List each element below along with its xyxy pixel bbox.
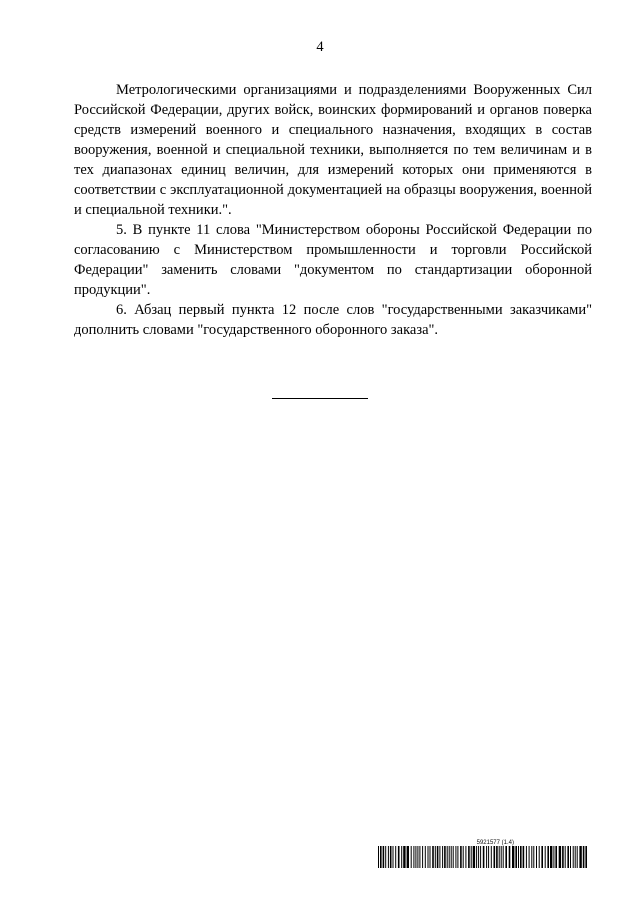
end-separator-line	[272, 398, 368, 399]
barcode-bar	[575, 846, 576, 868]
barcode-bar	[570, 846, 571, 868]
barcode-bar	[491, 846, 492, 868]
barcode-bar	[439, 846, 440, 868]
barcode-bar	[501, 846, 502, 868]
barcode-bar	[425, 846, 426, 868]
barcode-bar	[411, 846, 412, 868]
barcode-bar	[526, 846, 527, 868]
barcode-bar	[541, 846, 543, 868]
barcode-bar	[562, 846, 564, 868]
barcode-bar	[395, 846, 396, 868]
barcode-bar	[401, 846, 402, 868]
paragraph-item-6: 6. Абзац первый пункта 12 после слов "государственными заказчиками" дополнить словами "государственного оборонного заказа".	[74, 302, 592, 338]
barcode-bar	[503, 846, 504, 868]
barcode-bar	[515, 846, 517, 868]
barcode-icon	[378, 846, 588, 868]
barcode-bar	[407, 846, 409, 868]
barcode-bar	[417, 846, 418, 868]
barcode-bar	[547, 846, 549, 868]
barcode-bar	[579, 846, 581, 868]
barcode-bar	[518, 846, 519, 868]
barcode-bar	[460, 846, 462, 868]
barcode-bar	[390, 846, 392, 868]
barcode-bar	[545, 846, 546, 868]
barcode-bar	[413, 846, 414, 868]
barcode-bar	[447, 846, 448, 868]
barcode-bar	[388, 846, 389, 868]
barcode-bar	[428, 846, 429, 868]
barcode-bar	[567, 846, 569, 868]
barcode-bar	[531, 846, 532, 868]
barcode-bar	[478, 846, 479, 868]
barcode-bar	[471, 846, 472, 868]
barcode-bar	[509, 846, 511, 868]
barcode-bar	[422, 846, 423, 868]
barcode-bar	[378, 846, 379, 868]
barcode-bar	[468, 846, 470, 868]
barcode-bar	[385, 846, 386, 868]
document-body	[74, 80, 592, 340]
barcode-bar	[488, 846, 489, 868]
barcode-bar	[585, 846, 587, 868]
barcode-bar	[465, 846, 466, 868]
paragraph-item-5: 5. В пункте 11 слова "Министерством обороны Российской Федерации по согласованию с Министерством промышленности и торговли Российской Федерации" заменить словами "документом по стандартизации оборонной продукции".	[74, 222, 592, 298]
barcode-bar	[444, 846, 446, 868]
barcode-bar	[559, 846, 561, 868]
barcode-bar	[520, 846, 522, 868]
barcode-bar	[403, 846, 405, 868]
barcode-bar	[449, 846, 450, 868]
barcode-bar	[523, 846, 525, 868]
barcode-bar	[451, 846, 452, 868]
barcode-bar	[529, 846, 530, 868]
barcode-bar	[573, 846, 574, 868]
barcode-bar	[415, 846, 416, 868]
paragraph-metrology: Метрологическими организациями и подразделениями Вооруженных Сил Российской Федерации, других войск, воинских формирований и органов поверка средств измерений военного и специального назначения, входящих в состав вооружения, военной и специальной техники, выполняется по тем величинам и в тех диапазонах единиц величин, для измерений которых они применяются в соответствии с эксплуатационной документацией на образцы вооружения, военной и специальной техники.".	[74, 82, 592, 218]
document-code: 5921577 (1.4)	[476, 840, 514, 846]
barcode-bar	[453, 846, 454, 868]
barcode-bar	[380, 846, 382, 868]
barcode-bar	[432, 846, 434, 868]
barcode-bar	[555, 846, 557, 868]
page-number: 4	[316, 39, 324, 55]
barcode-bar	[463, 846, 464, 868]
barcode-bar	[583, 846, 585, 868]
barcode-bar	[539, 846, 540, 868]
barcode-bar	[550, 846, 552, 868]
barcode-bar	[480, 846, 481, 868]
barcode-bar	[393, 846, 394, 868]
barcode-bar	[473, 846, 475, 868]
barcode-bar	[457, 846, 458, 868]
barcode-bar	[419, 846, 420, 868]
barcode-bar	[435, 846, 436, 868]
barcode-bar	[494, 846, 496, 868]
barcode-bar	[536, 846, 537, 868]
barcode-bar	[499, 846, 500, 868]
barcode-bar	[430, 846, 431, 868]
barcode-bar	[455, 846, 456, 868]
barcode-bar	[565, 846, 566, 868]
barcode-bar	[398, 846, 400, 868]
barcode-bar	[383, 846, 385, 868]
barcode-bar	[486, 846, 487, 868]
barcode-bar	[442, 846, 443, 868]
barcode-bar	[437, 846, 439, 868]
barcode-bar	[496, 846, 498, 868]
barcode-bar	[476, 846, 477, 868]
barcode-bar	[553, 846, 554, 868]
barcode-bar	[512, 846, 514, 868]
barcode-bar	[505, 846, 507, 868]
barcode-bar	[577, 846, 578, 868]
barcode-bar	[533, 846, 534, 868]
barcode-bar	[483, 846, 485, 868]
